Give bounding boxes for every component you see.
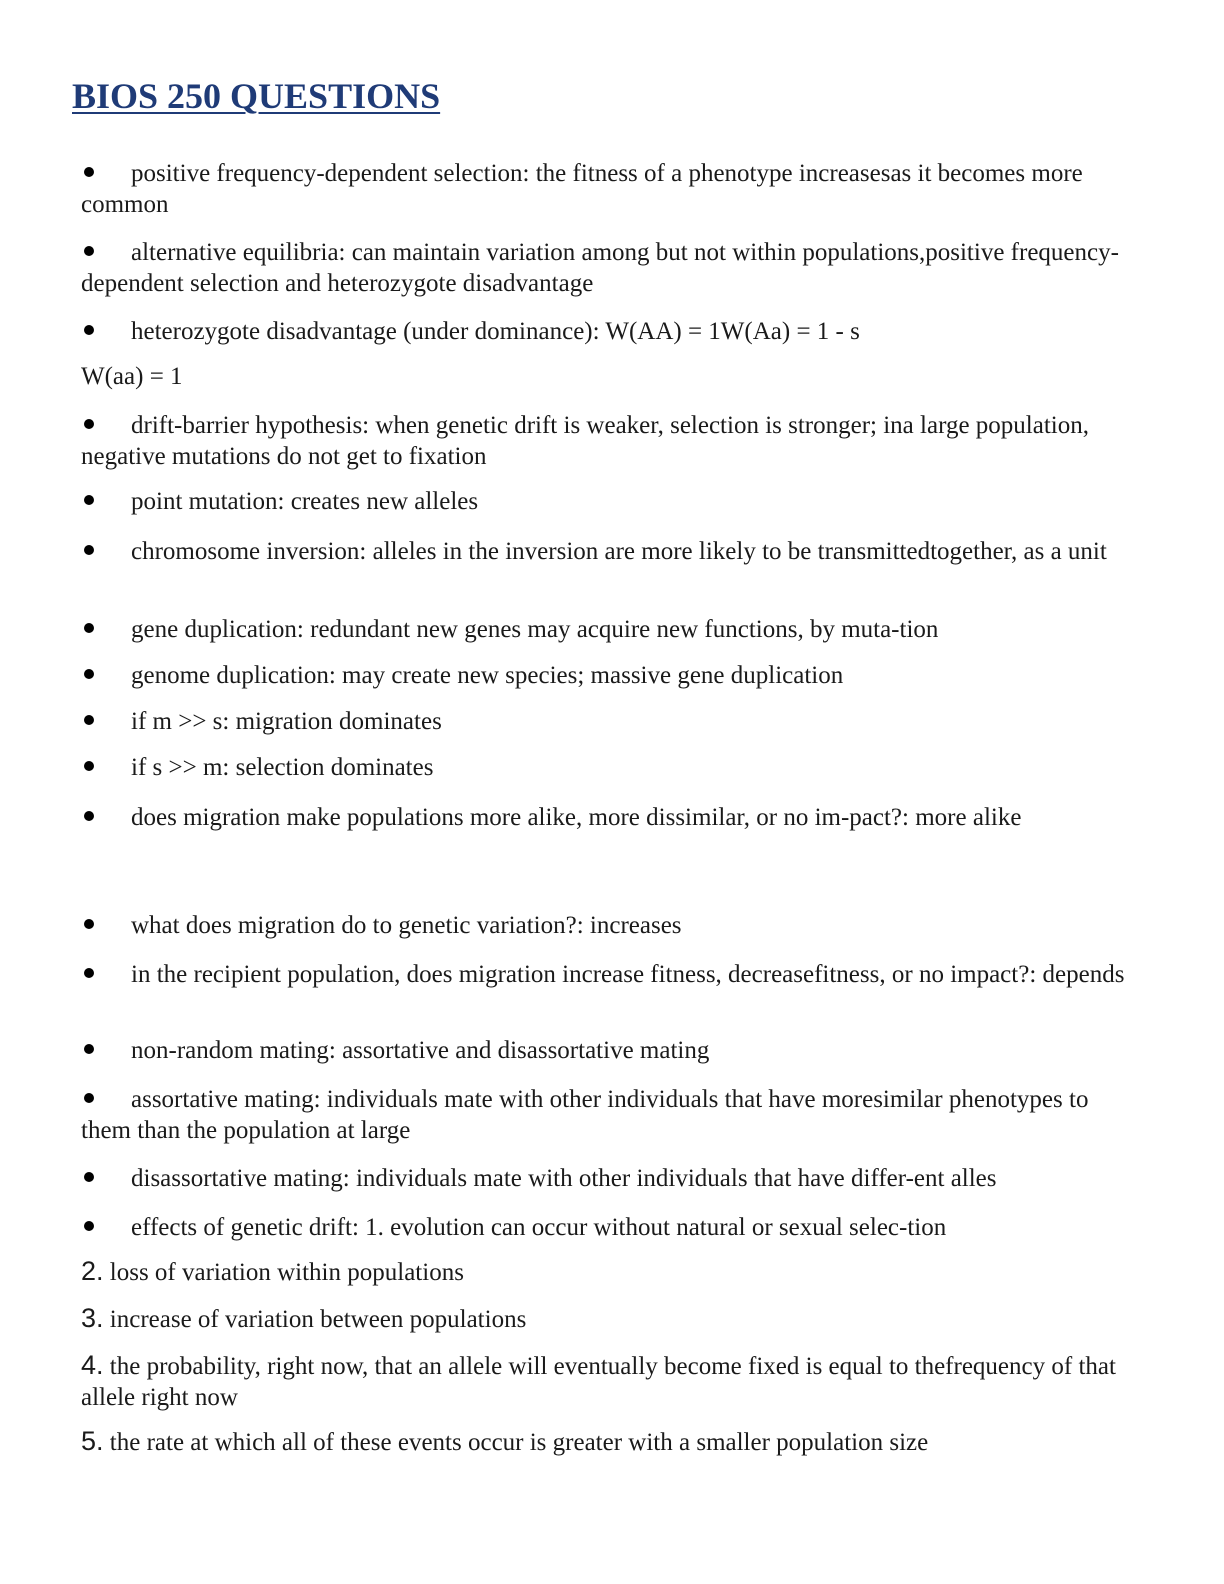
list-item [81,410,1141,472]
item-number: 5. [81,1426,104,1456]
numbered-item-text: increase of variation between populations [109,1306,527,1333]
numbered-item-text: loss of variation within populations [109,1259,464,1286]
numbered-item [81,1426,1141,1458]
bullet-icon [81,614,131,645]
bullet-icon [81,1163,131,1194]
bullet-icon [81,660,131,691]
list-item-text: alternative equilibria: can maintain variation among but not within populations,positive frequency-dependent selection and heterozygote disadvantage [81,239,1119,297]
bullet-icon [81,802,131,833]
list-item-text: gene duplication: redundant new genes may acquire new functions, by muta-tion [131,616,939,643]
bullet-icon [81,1212,131,1243]
list-item-text: if s >> m: selection dominates [131,754,434,781]
list-item [81,959,1141,990]
bullet-icon [81,752,131,783]
bullet-icon [81,316,131,347]
bullet-icon [81,959,131,990]
numbered-item-text: the probability, right now, that an allele will eventually become fixed is equal to thefrequency of that allele right now [81,1353,1116,1411]
numbered-item [81,1303,1141,1335]
list-item [81,660,1141,691]
list-item-text: non-random mating: assortative and disassortative mating [131,1037,710,1064]
list-item [81,1084,1141,1146]
list-item-text: in the recipient population, does migration increase fitness, decreasefitness, or no impact?: depends [131,961,1125,988]
list-item [81,1163,1141,1194]
list-item [81,802,1141,833]
bullet-icon [81,706,131,737]
bullet-icon [81,910,131,941]
numbered-item [81,1256,1141,1288]
list-item [81,237,1141,299]
bullet-icon [81,1084,131,1115]
numbered-item-text: the rate at which all of these events occur is greater with a smaller population size [109,1429,929,1456]
list-item-text: point mutation: creates new alleles [131,488,479,515]
item-number: 2. [81,1256,104,1286]
bullet-icon [81,1035,131,1066]
list-item-text: assortative mating: individuals mate with other individuals that have moresimilar phenotypes to them than the population at large [81,1086,1089,1144]
bullet-icon [81,536,131,567]
bullet-icon [81,486,131,517]
continuation-line: W(aa) = 1 [81,363,183,390]
list-item-text: heterozygote disadvantage (under dominance): W(AA) = 1W(Aa) = 1 - s [131,318,860,345]
list-item-text: does migration make populations more alike, more dissimilar, or no im-pact?: more alike [131,804,1022,831]
numbered-item [81,1350,1141,1413]
bullet-icon [81,410,131,441]
list-item [81,1035,1141,1066]
list-item [81,706,1141,737]
list-item-text: effects of genetic drift: 1. evolution can occur without natural or sexual selec-tion [131,1214,947,1241]
list-item-text: genome duplication: may create new species; massive gene duplication [131,662,844,689]
list-item [81,486,1141,517]
list-item-text: chromosome inversion: alleles in the inversion are more likely to be transmittedtogether, as a unit [131,538,1107,565]
bullet-icon [81,237,131,268]
list-item-text: positive frequency-dependent selection: the fitness of a phenotype increasesas it becomes more common [81,160,1083,218]
list-item-text: if m >> s: migration dominates [131,708,442,735]
list-item [81,752,1141,783]
list-item [81,910,1141,941]
bullet-icon [81,158,131,189]
list-item [81,1212,1141,1243]
list-item-text: what does migration do to genetic variation?: increases [131,912,682,939]
list-item [81,614,1141,645]
item-number: 3. [81,1303,104,1333]
list-item [81,316,1141,347]
list-item [81,536,1141,567]
list-item-text: disassortative mating: individuals mate with other individuals that have differ-ent alles [131,1165,997,1192]
list-item [81,158,1141,220]
list-item-text: drift-barrier hypothesis: when genetic drift is weaker, selection is stronger; ina large population, negative mutations do not get to fixation [81,412,1089,470]
page-title: BIOS 250 QUESTIONS [72,76,441,116]
item-number: 4. [81,1350,104,1380]
